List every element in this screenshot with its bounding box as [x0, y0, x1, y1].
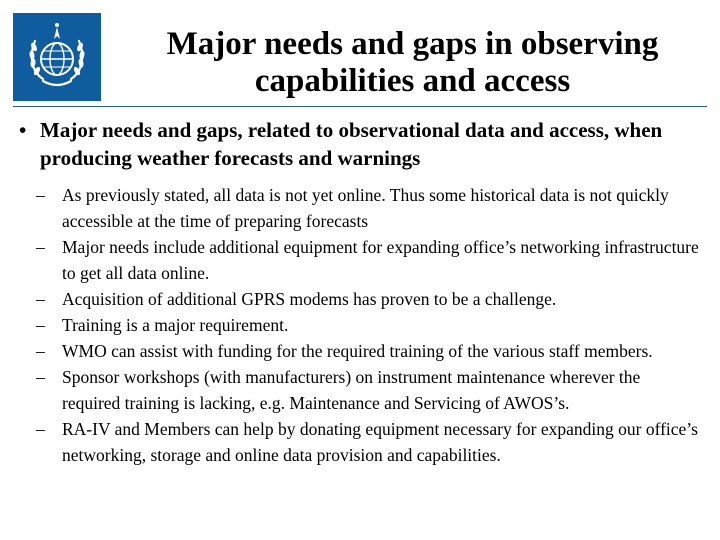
dash-icon [36, 182, 45, 208]
main-bullet-text: Major needs and gaps, related to observational data and access, when producing weather forecasts and warnings [40, 118, 663, 170]
sub-bullet-text: Major needs include additional equipment for expanding office’s networking infrastructure to get all data online. [62, 237, 699, 283]
sub-bullet-list [0, 182, 720, 468]
dash-icon [36, 338, 45, 364]
sub-bullet [0, 182, 720, 234]
dash-icon [36, 312, 45, 338]
sub-bullet-text: Sponsor workshops (with manufacturers) on instrument maintenance wherever the required training is lacking, e.g. Maintenance and Servicing of AWOS’s. [62, 367, 641, 413]
sub-bullet-text: WMO can assist with funding for the required training of the various staff members. [62, 341, 653, 361]
sub-bullet [0, 234, 720, 286]
page-title [125, 26, 700, 100]
title-divider [13, 106, 707, 107]
sub-bullet [0, 338, 720, 364]
sub-bullet [0, 416, 720, 468]
slide-content [0, 116, 720, 468]
wmo-emblem-icon [13, 13, 101, 101]
bullet-dot-icon: • [19, 118, 27, 142]
dash-icon [36, 364, 45, 390]
dash-icon [36, 234, 45, 260]
main-bullet [0, 116, 720, 172]
dash-icon [36, 416, 45, 442]
title-line-2: capabilities and access [254, 63, 571, 99]
sub-bullet-text: RA-IV and Members can help by donating equipment necessary for expanding our office’s networking, storage and online data provision and capabilities. [62, 419, 698, 465]
sub-bullet [0, 312, 720, 338]
sub-bullet-text: Acquisition of additional GPRS modems has proven to be a challenge. [62, 289, 557, 309]
sub-bullet [0, 364, 720, 416]
title-line-1: Major needs and gaps in observing [166, 26, 659, 62]
sub-bullet-text: As previously stated, all data is not yet online. Thus some historical data is not quickly accessible at the time of preparing forecasts [62, 185, 669, 231]
sub-bullet [0, 286, 720, 312]
dash-icon [36, 286, 45, 312]
sub-bullet-text: Training is a major requirement. [62, 315, 289, 335]
wmo-logo [13, 13, 101, 101]
